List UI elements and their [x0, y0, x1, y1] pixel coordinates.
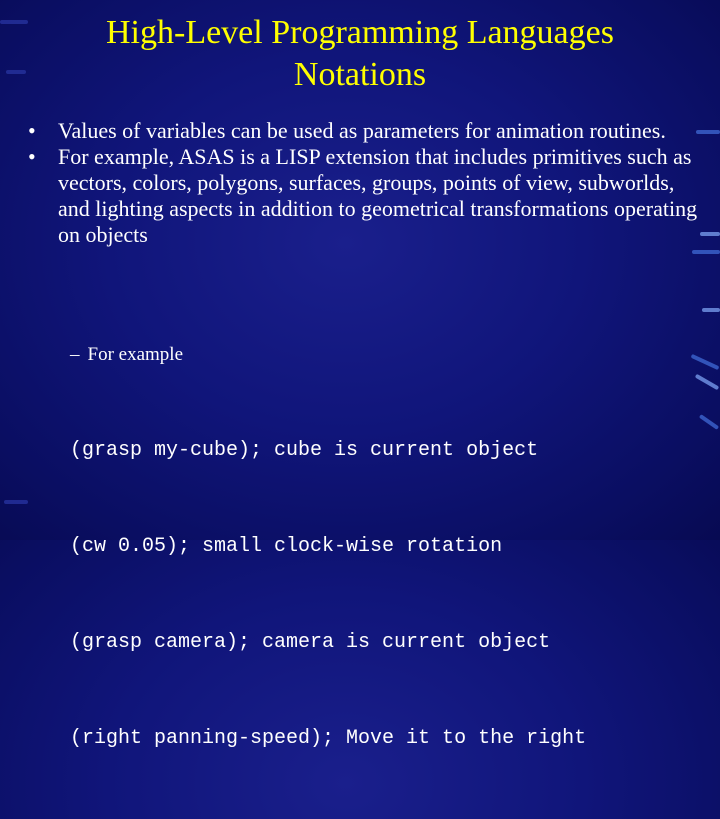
bullet-text: For example, ASAS is a LISP extension that includes primitives such as vectors, colors, polygons, surfaces, groups, points of view, subworlds, and lighting aspects in addition to geometrical transformations operating on objects: [58, 144, 698, 247]
decorative-dash: [692, 250, 720, 254]
decorative-dash: [702, 308, 720, 312]
sub-bullet-mark: –: [70, 344, 80, 365]
decorative-dash: [699, 414, 719, 430]
sub-bullet-text: For example: [87, 344, 184, 365]
code-block: [70, 371, 586, 819]
code-line: (cw 0.05); small clock-wise rotation: [70, 535, 503, 558]
decorative-dash: [696, 130, 720, 134]
bullet-item: [28, 144, 698, 248]
bullet-item: [28, 118, 698, 144]
decorative-dash: [691, 354, 720, 370]
decorative-dash: [700, 232, 720, 236]
sub-bullet: [70, 343, 183, 367]
code-line: (grasp camera); camera is current object: [70, 631, 551, 654]
slide-title-line-1: High-Level Programming Languages: [106, 14, 614, 51]
bullet-mark: •: [28, 144, 36, 169]
decorative-dash: [695, 374, 720, 390]
code-line: (grasp my-cube); cube is current object: [70, 439, 539, 462]
slide-title: [0, 12, 720, 96]
code-line: (right panning-speed); Move it to the right: [70, 727, 587, 750]
bullet-list: [28, 118, 698, 248]
decorative-dash: [4, 500, 28, 504]
bullet-mark: •: [28, 118, 36, 143]
slide-title-line-2: Notations: [293, 56, 427, 93]
bullet-text: Values of variables can be used as parameters for animation routines.: [58, 118, 666, 143]
